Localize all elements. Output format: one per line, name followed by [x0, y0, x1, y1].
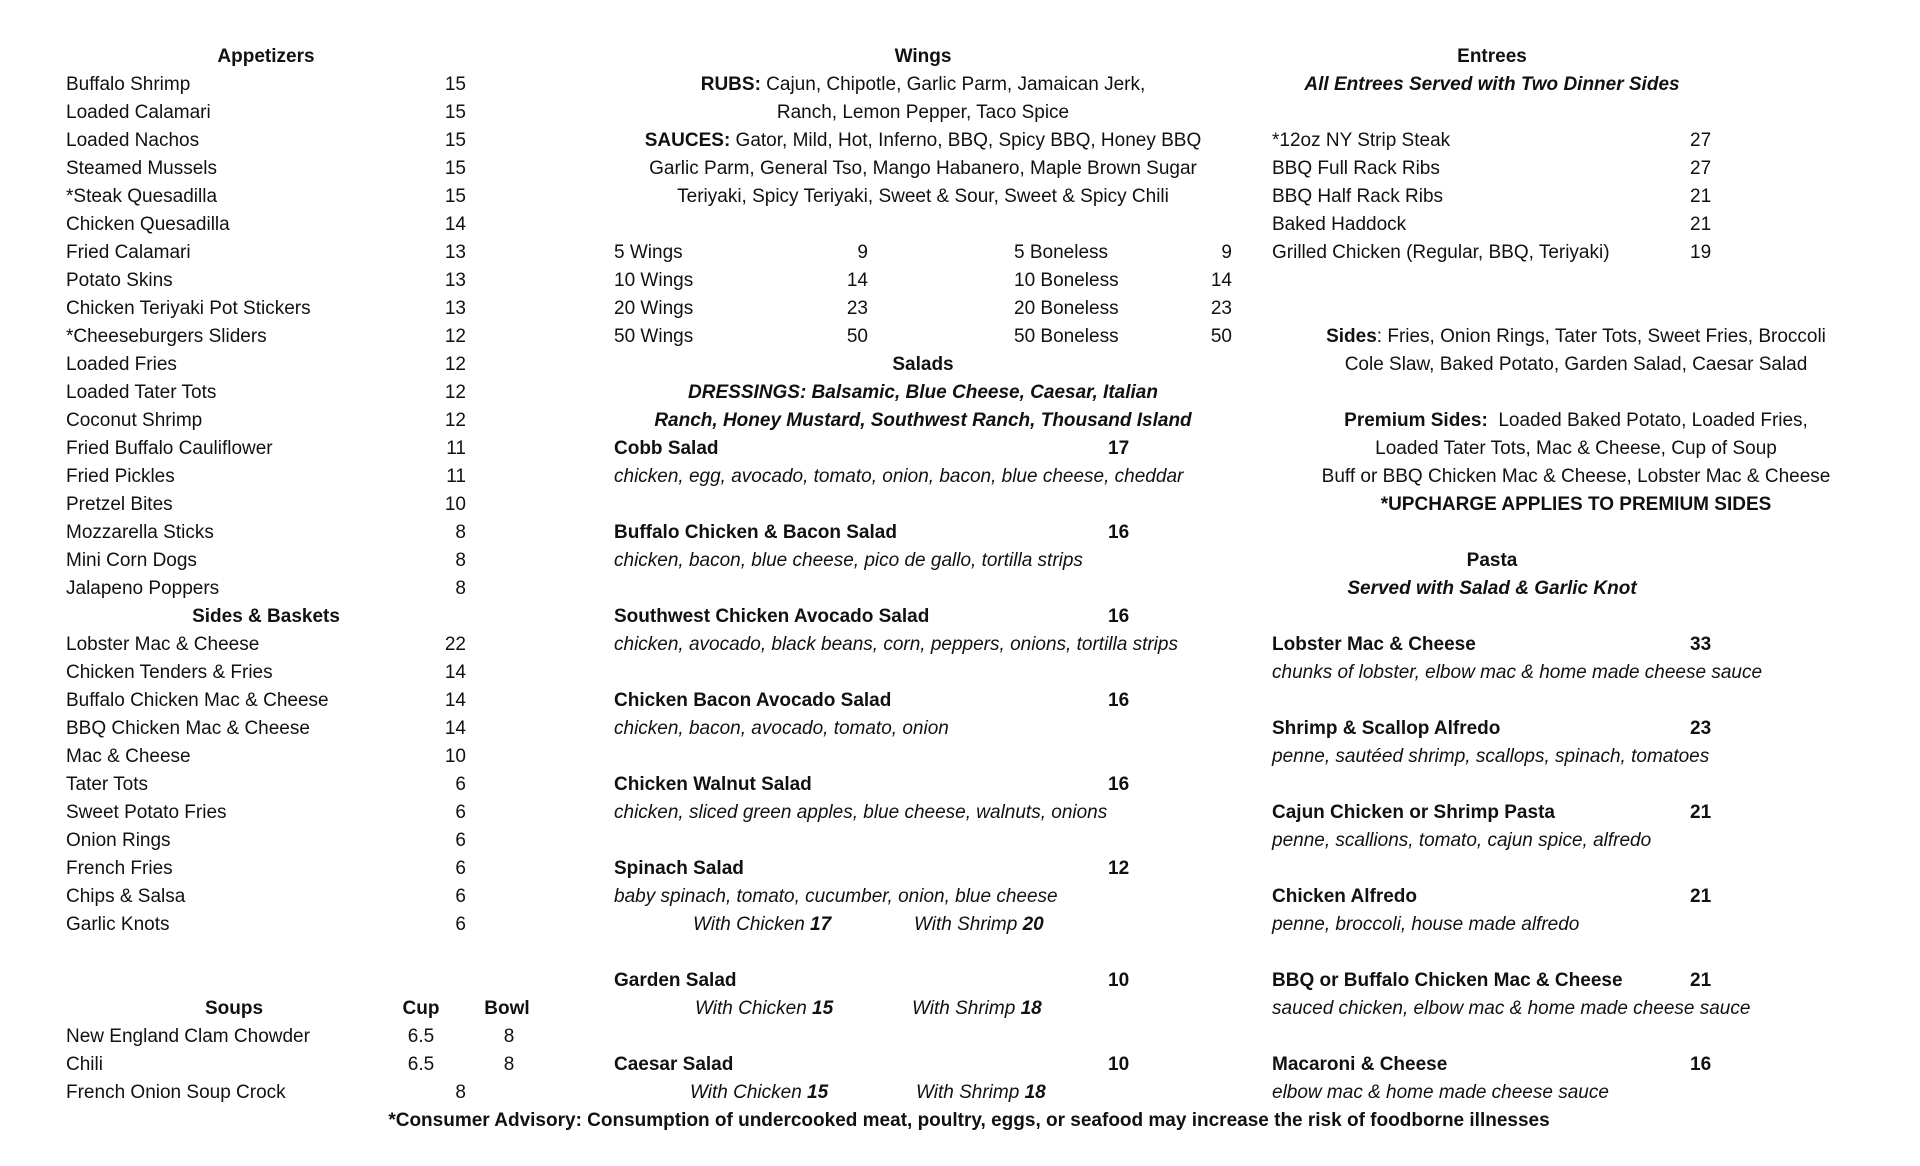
menu-item-price: 8	[455, 522, 466, 543]
pasta-name: Lobster Mac & Cheese	[1272, 634, 1476, 655]
salad-name: Chicken Bacon Avocado Salad	[614, 690, 892, 711]
pasta-price: 21	[1690, 802, 1712, 823]
menu-item-name: Loaded Fries	[66, 354, 177, 375]
menu-item-name: Potato Skins	[66, 270, 173, 291]
menu-item-name: Garlic Knots	[66, 914, 170, 935]
soups-heading: Soups	[204, 998, 264, 1019]
salad-price: 12	[1108, 858, 1130, 879]
entree-name: *12oz NY Strip Steak	[1272, 130, 1451, 151]
upcharge-notice: *UPCHARGE APPLIES TO PREMIUM SIDES	[1380, 494, 1772, 515]
premium-sides-label: Premium Sides:	[1344, 410, 1488, 431]
menu-item-name: Sweet Potato Fries	[66, 802, 227, 823]
soup-bowl-price: 8	[503, 1026, 515, 1047]
menu-item-price: 13	[444, 242, 466, 263]
menu-item-name: Chicken Teriyaki Pot Stickers	[66, 298, 311, 319]
menu-item-price: 13	[444, 298, 466, 319]
menu-item-price: 14	[444, 662, 466, 683]
rubs-list: Cajun, Chipotle, Garlic Parm, Jamaican Jerk,	[760, 74, 1146, 95]
boneless-count: 20 Boneless	[1014, 298, 1119, 319]
boneless-count: 10 Boneless	[1014, 270, 1119, 291]
entree-name: Grilled Chicken (Regular, BBQ, Teriyaki)	[1272, 242, 1610, 263]
pasta-description: penne, broccoli, house made alfredo	[1272, 914, 1580, 935]
sides-line: Cole Slaw, Baked Potato, Garden Salad, Caesar Salad	[1344, 354, 1808, 375]
menu-item-price: 8	[455, 550, 466, 571]
sides-label: Sides	[1326, 326, 1377, 347]
entree-price: 27	[1690, 130, 1712, 151]
pasta-heading: Pasta	[1466, 550, 1518, 571]
premium-sides-line	[1344, 407, 1808, 435]
wings-rubs-line	[701, 71, 1146, 99]
boneless-count: 5 Boneless	[1014, 242, 1109, 263]
pasta-name: Macaroni & Cheese	[1272, 1054, 1448, 1075]
option-label: With Chicken	[693, 914, 811, 935]
salad-price: 16	[1108, 522, 1130, 543]
salad-price: 16	[1108, 774, 1130, 795]
menu-item-name: Fried Buffalo Cauliflower	[66, 438, 273, 459]
wings-price: 23	[846, 298, 868, 319]
wings-count: 50 Wings	[614, 326, 694, 347]
salad-description: baby spinach, tomato, cucumber, onion, blue cheese	[614, 886, 1058, 907]
salad-shrimp-option	[916, 1079, 1046, 1107]
menu-item-name: Lobster Mac & Cheese	[66, 634, 260, 655]
salad-dressings-line: DRESSINGS: Balsamic, Blue Cheese, Caesar, Italian	[688, 382, 1158, 403]
pasta-price: 21	[1690, 970, 1712, 991]
menu-item-price: 6	[455, 774, 466, 795]
menu-item-name: Fried Pickles	[66, 466, 175, 487]
entree-name: BBQ Half Rack Ribs	[1272, 186, 1444, 207]
salad-dressings-line: Ranch, Honey Mustard, Southwest Ranch, Thousand Island	[654, 410, 1192, 431]
menu-item-price: 14	[444, 214, 466, 235]
consumer-advisory: *Consumer Advisory: Consumption of undercooked meat, poultry, eggs, or seafood may increase the risk of foodborne illnesses	[388, 1110, 1550, 1131]
boneless-price: 50	[1210, 326, 1232, 347]
menu-item-name: Onion Rings	[66, 830, 171, 851]
wings-price: 50	[846, 326, 868, 347]
entree-price: 21	[1690, 214, 1712, 235]
soups-bowl-header: Bowl	[484, 998, 530, 1019]
sides-baskets-heading: Sides & Baskets	[192, 606, 340, 627]
entree-name: BBQ Full Rack Ribs	[1272, 158, 1440, 179]
salad-description: chicken, bacon, avocado, tomato, onion	[614, 718, 949, 739]
entree-price: 27	[1690, 158, 1712, 179]
entrees-subtitle: All Entrees Served with Two Dinner Sides	[1304, 74, 1680, 95]
wings-count: 10 Wings	[614, 270, 694, 291]
salad-name: Caesar Salad	[614, 1054, 734, 1075]
menu-item-name: Chips & Salsa	[66, 886, 186, 907]
option-label: With Shrimp	[916, 1082, 1025, 1103]
premium-sides-line: Loaded Tater Tots, Mac & Cheese, Cup of Soup	[1375, 438, 1777, 459]
menu-item-name: French Fries	[66, 858, 173, 879]
premium-sides-list: Loaded Baked Potato, Loaded Fries,	[1487, 410, 1808, 431]
pasta-description: chunks of lobster, elbow mac & home made cheese sauce	[1272, 662, 1763, 683]
salad-name: Spinach Salad	[614, 858, 744, 879]
menu-item-price: 6	[455, 886, 466, 907]
sauces-list: Gator, Mild, Hot, Inferno, BBQ, Spicy BBQ, Honey BBQ	[730, 130, 1202, 151]
entrees-heading: Entrees	[1457, 46, 1527, 67]
menu-item-name: Mozzarella Sticks	[66, 522, 214, 543]
pasta-name: Chicken Alfredo	[1272, 886, 1417, 907]
pasta-description: elbow mac & home made cheese sauce	[1272, 1082, 1609, 1103]
salad-name: Buffalo Chicken & Bacon Salad	[614, 522, 897, 543]
menu-item-price: 15	[444, 130, 466, 151]
pasta-description: sauced chicken, elbow mac & home made cheese sauce	[1272, 998, 1751, 1019]
menu-item-name: Coconut Shrimp	[66, 410, 203, 431]
soup-name: New England Clam Chowder	[66, 1026, 310, 1047]
menu-item-price: 12	[444, 326, 466, 347]
premium-sides-line: Buff or BBQ Chicken Mac & Cheese, Lobster Mac & Cheese	[1321, 466, 1831, 487]
wings-sauces-line: Garlic Parm, General Tso, Mango Habanero, Maple Brown Sugar	[649, 158, 1197, 179]
menu-item-price: 6	[455, 802, 466, 823]
menu-item-name: Loaded Nachos	[66, 130, 200, 151]
sides-list: : Fries, Onion Rings, Tater Tots, Sweet Fries, Broccoli	[1376, 326, 1826, 347]
option-label: With Shrimp	[914, 914, 1023, 935]
salad-chicken-option	[693, 911, 831, 939]
pasta-description: penne, scallions, tomato, cajun spice, alfredo	[1272, 830, 1652, 851]
menu-item-price: 6	[455, 914, 466, 935]
salad-name: Southwest Chicken Avocado Salad	[614, 606, 930, 627]
salad-price: 16	[1108, 606, 1130, 627]
menu-item-price: 6	[455, 858, 466, 879]
menu-item-name: Mac & Cheese	[66, 746, 191, 767]
appetizers-heading: Appetizers	[217, 46, 315, 67]
salad-shrimp-option	[912, 995, 1042, 1023]
menu-item-name: *Steak Quesadilla	[66, 186, 218, 207]
menu-item-price: 14	[444, 718, 466, 739]
menu-item-price: 12	[444, 382, 466, 403]
option-label: With Chicken	[690, 1082, 808, 1103]
boneless-price: 9	[1221, 242, 1232, 263]
pasta-price: 16	[1690, 1054, 1712, 1075]
menu-item-price: 8	[455, 578, 466, 599]
pasta-price: 21	[1690, 886, 1712, 907]
soup-name: French Onion Soup Crock	[66, 1082, 286, 1103]
soups-cup-header: Cup	[402, 998, 440, 1019]
pasta-price: 33	[1690, 634, 1712, 655]
boneless-count: 50 Boneless	[1014, 326, 1119, 347]
salad-description: chicken, avocado, black beans, corn, peppers, onions, tortilla strips	[614, 634, 1178, 655]
option-price: 18	[1020, 998, 1042, 1019]
menu-item-name: BBQ Chicken Mac & Cheese	[66, 718, 310, 739]
menu-item-name: Buffalo Chicken Mac & Cheese	[66, 690, 329, 711]
menu-item-price: 22	[444, 634, 466, 655]
rubs-label: RUBS:	[700, 74, 761, 95]
menu-item-price: 6	[455, 830, 466, 851]
wings-count: 20 Wings	[614, 298, 694, 319]
menu-item-price: 10	[444, 746, 466, 767]
entree-price: 19	[1690, 242, 1712, 263]
sauces-label: SAUCES:	[644, 130, 731, 151]
salad-name: Cobb Salad	[614, 438, 719, 459]
menu-item-name: Loaded Tater Tots	[66, 382, 217, 403]
pasta-subtitle: Served with Salad & Garlic Knot	[1347, 578, 1637, 599]
option-price: 17	[810, 914, 832, 935]
option-label: With Shrimp	[912, 998, 1021, 1019]
salads-heading: Salads	[892, 354, 954, 375]
pasta-name: Shrimp & Scallop Alfredo	[1272, 718, 1501, 739]
entree-name: Baked Haddock	[1272, 214, 1407, 235]
menu-item-name: Fried Calamari	[66, 242, 191, 263]
salad-chicken-option	[695, 995, 833, 1023]
wings-heading: Wings	[894, 46, 952, 67]
salad-description: chicken, sliced green apples, blue cheese, walnuts, onions	[614, 802, 1108, 823]
menu-item-name: Mini Corn Dogs	[66, 550, 197, 571]
menu-item-price: 14	[444, 690, 466, 711]
salad-shrimp-option	[914, 911, 1044, 939]
option-label: With Chicken	[695, 998, 813, 1019]
option-price: 15	[807, 1082, 829, 1103]
option-price: 20	[1022, 914, 1044, 935]
menu-item-name: Chicken Tenders & Fries	[66, 662, 273, 683]
wings-price: 14	[846, 270, 868, 291]
menu-item-name: Chicken Quesadilla	[66, 214, 230, 235]
salad-price: 10	[1108, 970, 1130, 991]
salad-name: Chicken Walnut Salad	[614, 774, 812, 795]
wings-sauces-line: Teriyaki, Spicy Teriyaki, Sweet & Sour, Sweet & Spicy Chili	[677, 186, 1169, 207]
salad-name: Garden Salad	[614, 970, 737, 991]
menu-item-name: Tater Tots	[66, 774, 149, 795]
wings-rubs-line: Ranch, Lemon Pepper, Taco Spice	[776, 102, 1070, 123]
salad-description: chicken, egg, avocado, tomato, onion, bacon, blue cheese, cheddar	[614, 466, 1184, 487]
salad-description: chicken, bacon, blue cheese, pico de gallo, tortilla strips	[614, 550, 1083, 571]
pasta-description: penne, sautéed shrimp, scallops, spinach, tomatoes	[1272, 746, 1710, 767]
menu-item-price: 11	[446, 438, 466, 459]
entree-price: 21	[1690, 186, 1712, 207]
salad-price: 17	[1108, 438, 1130, 459]
menu-item-price: 12	[444, 410, 466, 431]
soup-name: Chili	[66, 1054, 103, 1075]
menu-item-price: 15	[444, 102, 466, 123]
boneless-price: 23	[1210, 298, 1232, 319]
soup-cup-price: 6.5	[407, 1054, 435, 1075]
sides-line	[1326, 323, 1826, 351]
salad-price: 10	[1108, 1054, 1130, 1075]
menu-item-name: Jalapeno Poppers	[66, 578, 220, 599]
menu-item-price: 11	[446, 466, 466, 487]
pasta-name: BBQ or Buffalo Chicken Mac & Cheese	[1272, 970, 1623, 991]
menu-item-name: *Cheeseburgers Sliders	[66, 326, 267, 347]
menu-item-price: 15	[444, 186, 466, 207]
menu-item-name: Pretzel Bites	[66, 494, 173, 515]
menu-item-price: 10	[444, 494, 466, 515]
option-price: 18	[1024, 1082, 1046, 1103]
menu-item-price: 15	[444, 158, 466, 179]
wings-count: 5 Wings	[614, 242, 683, 263]
soup-price: 8	[455, 1082, 466, 1103]
menu-item-price: 13	[444, 270, 466, 291]
menu-item-name: Steamed Mussels	[66, 158, 218, 179]
pasta-price: 23	[1690, 718, 1712, 739]
wings-sauces-line	[645, 127, 1201, 155]
menu-item-price: 12	[444, 354, 466, 375]
soup-cup-price: 6.5	[407, 1026, 435, 1047]
wings-price: 9	[857, 242, 868, 263]
menu-item-name: Loaded Calamari	[66, 102, 211, 123]
option-price: 15	[812, 998, 834, 1019]
boneless-price: 14	[1210, 270, 1232, 291]
salad-chicken-option	[690, 1079, 828, 1107]
menu-item-name: Buffalo Shrimp	[66, 74, 191, 95]
salad-price: 16	[1108, 690, 1130, 711]
pasta-name: Cajun Chicken or Shrimp Pasta	[1272, 802, 1555, 823]
menu-item-price: 15	[444, 74, 466, 95]
soup-bowl-price: 8	[503, 1054, 515, 1075]
